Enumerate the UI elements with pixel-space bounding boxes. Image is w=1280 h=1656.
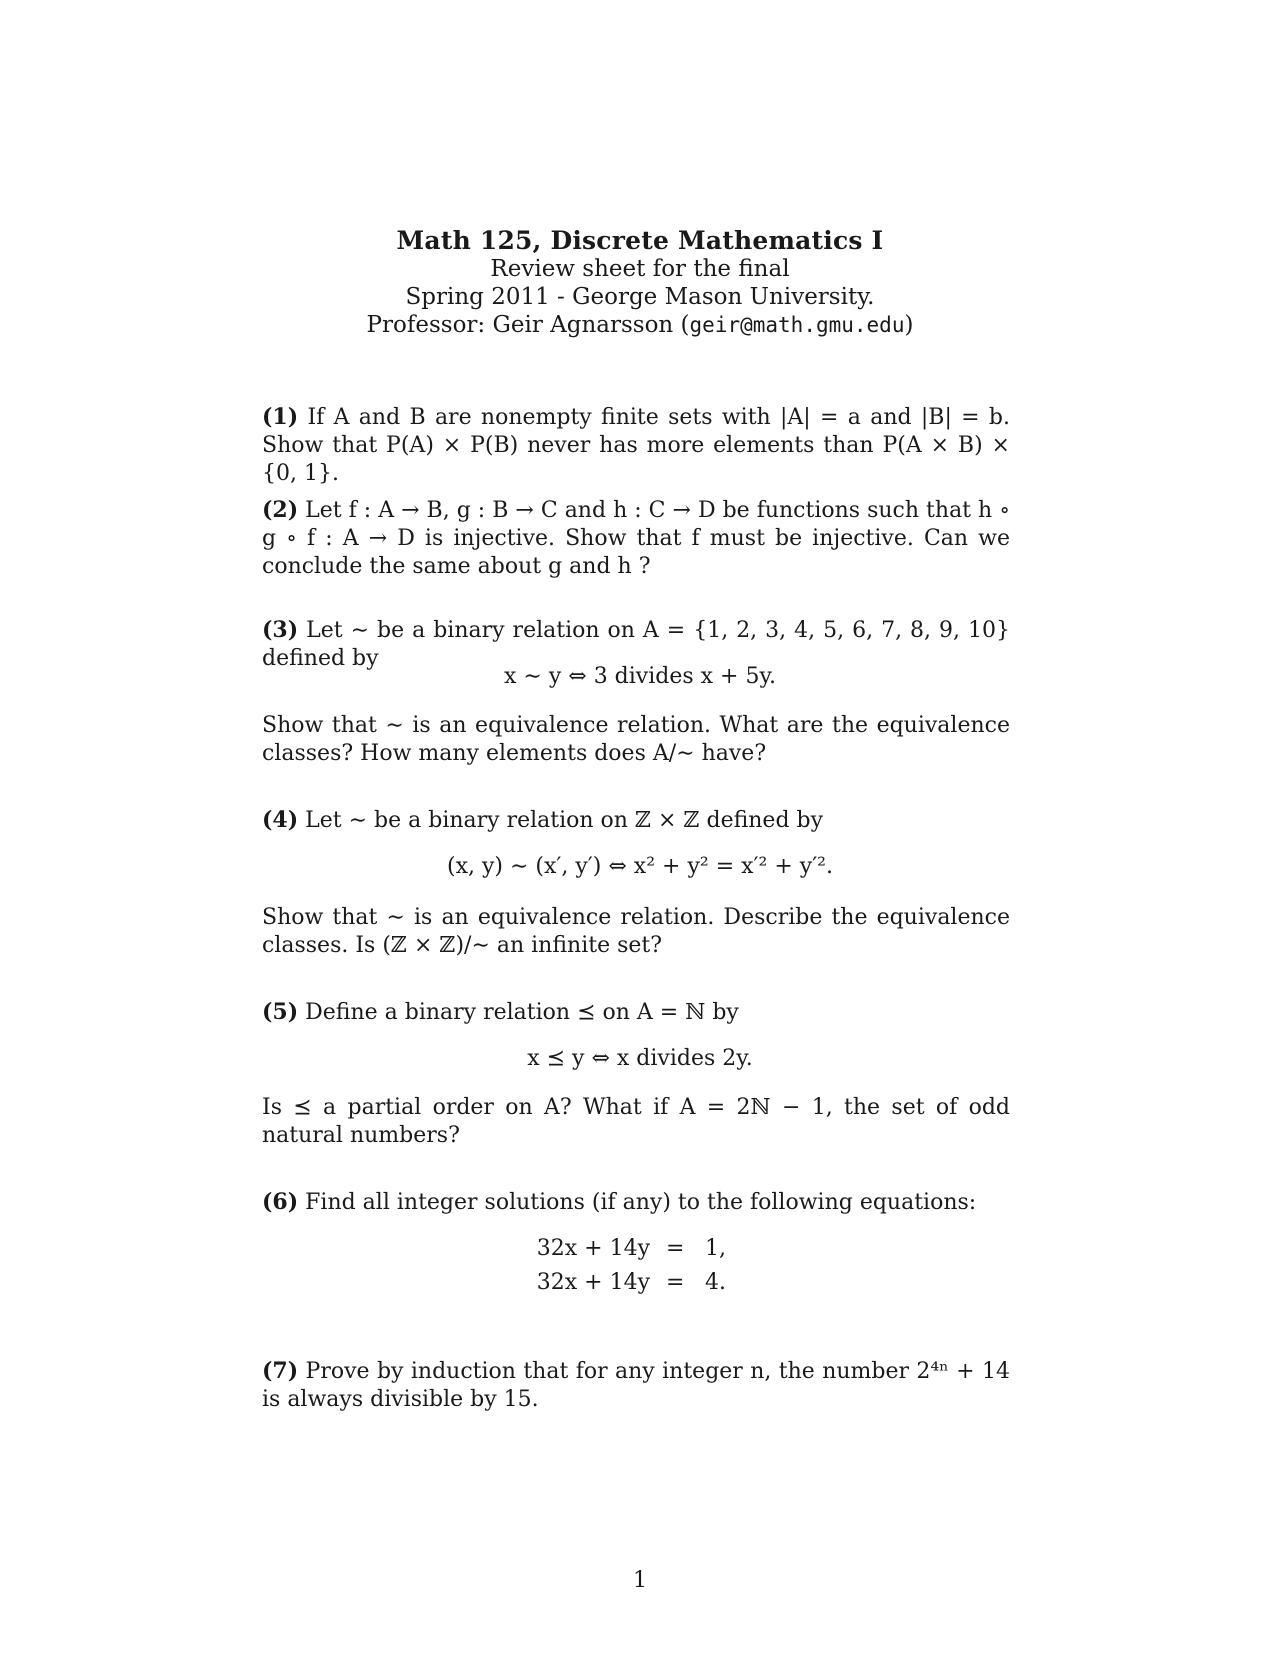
equation-1-lhs: 32x + 14y bbox=[536, 1236, 650, 1261]
subtitle-semester: Spring 2011 - George Mason University. bbox=[405, 284, 875, 310]
problem-text: Prove by induction that for any integer n, the number 2⁴ⁿ + 14 is always divisible by 15. bbox=[262, 1359, 1010, 1412]
problem-label: (4) bbox=[262, 807, 299, 833]
problem-label: (3) bbox=[262, 617, 299, 643]
subtitle-professor bbox=[0, 312, 1280, 338]
problem-1 bbox=[262, 403, 1010, 488]
problem-label: (6) bbox=[262, 1189, 299, 1215]
problem-label: (1) bbox=[262, 404, 299, 430]
equation-1-rel: = bbox=[666, 1236, 685, 1261]
equation-2-rhs: 4. bbox=[705, 1270, 726, 1295]
equation-1-rhs: 1, bbox=[705, 1236, 726, 1261]
problem-text: Let ∼ be a binary relation on A = {1, 2, 3, 4, 5, 6, 7, 8, 9, 10} defined by bbox=[262, 618, 1011, 671]
equation-2-rel: = bbox=[666, 1270, 685, 1295]
equation-2-lhs: 32x + 14y bbox=[536, 1270, 650, 1295]
problem-label: (2) bbox=[262, 497, 299, 523]
problem-text: Let ∼ be a binary relation on ℤ × ℤ defined by bbox=[305, 808, 824, 833]
problem-5 bbox=[262, 998, 1010, 1027]
email-address: geir@math.gmu.edu bbox=[689, 313, 905, 337]
problem-label: (7) bbox=[262, 1358, 299, 1384]
document-title: Math 125, Discrete Mathematics I bbox=[396, 226, 884, 255]
problem-2 bbox=[262, 496, 1010, 581]
problem-3-followup: Show that ∼ is an equivalence relation. What are the equivalence classes? How many elements does A/∼ have? bbox=[262, 713, 1010, 766]
problem-text: Define a binary relation ⪯ on A = ℕ by bbox=[305, 1000, 739, 1025]
display-equation-4: (x, y) ∼ (x′, y′) ⇔ x² + y² = x′² + y′². bbox=[447, 854, 833, 879]
problem-label: (5) bbox=[262, 999, 299, 1025]
display-equation-3: x ∼ y ⇔ 3 divides x + 5y. bbox=[504, 664, 776, 689]
problem-5-followup: Is ⪯ a partial order on A? What if A = 2ℕ − 1, the set of odd natural numbers? bbox=[262, 1095, 1010, 1148]
subtitle-review: Review sheet for the final bbox=[490, 256, 790, 282]
problem-text: Let f : A → B, g : B → C and h : C → D be functions such that h ∘ g ∘ f : A → D is injective. Show that f must be injective. Can we conclude the same about g and h ? bbox=[262, 498, 1010, 579]
problem-4-followup: Show that ∼ is an equivalence relation. Describe the equivalence classes. Is (ℤ × ℤ)/∼ an infinite set? bbox=[262, 905, 1010, 958]
page-number: 1 bbox=[633, 1568, 647, 1593]
professor-label: Professor: Geir Agnarsson ( bbox=[366, 312, 690, 338]
problem-text: Find all integer solutions (if any) to the following equations: bbox=[305, 1190, 977, 1215]
problem-text: If A and B are nonempty finite sets with |A| = a and |B| = b. Show that P(A) × P(B) never has more elements than P(A × B) × {0, 1}. bbox=[262, 405, 1010, 486]
problem-4 bbox=[262, 806, 1010, 835]
display-equation-5: x ⪯ y ⇔ x divides 2y. bbox=[527, 1046, 753, 1071]
professor-suffix: ) bbox=[904, 312, 914, 338]
problem-6 bbox=[262, 1188, 1010, 1217]
problem-7 bbox=[262, 1357, 1010, 1414]
